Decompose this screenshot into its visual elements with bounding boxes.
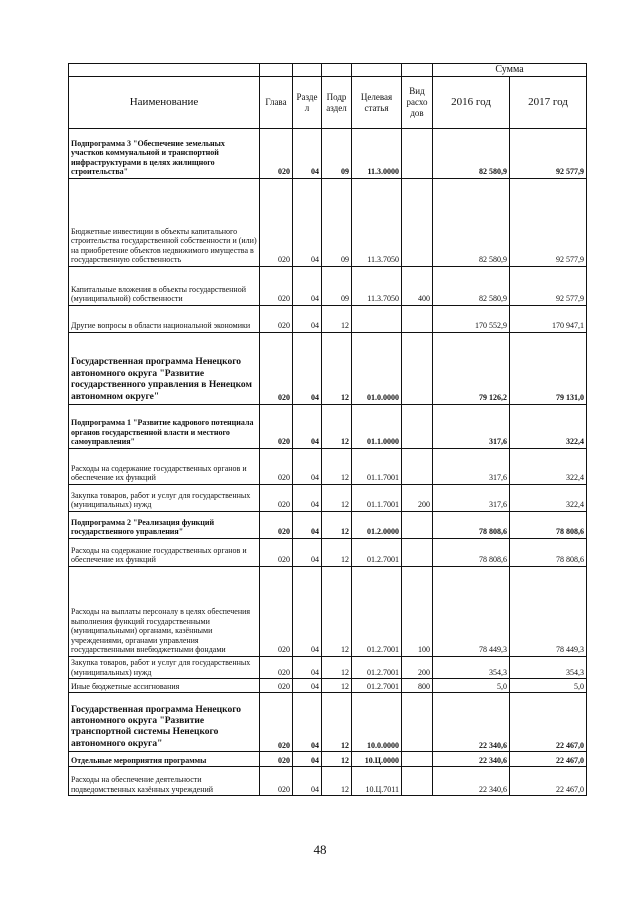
- cell-glava: 020: [260, 449, 293, 485]
- table-row: [69, 485, 587, 512]
- cell-name: Капитальные вложения в объекты государственной (муниципальной) собственности: [69, 267, 260, 306]
- cell-podrazdel: 12: [322, 539, 352, 567]
- table-row: [69, 179, 587, 267]
- cell-y2017: 78 808,6: [510, 512, 587, 539]
- cell-vid: [402, 512, 433, 539]
- table-row: [69, 567, 587, 657]
- cell-name: Подпрограмма 2 "Реализация функций государственного управления": [69, 512, 260, 539]
- table-row: [69, 306, 587, 333]
- cell-razdel: 04: [293, 693, 322, 752]
- cell-y2016: 5,0: [433, 679, 510, 693]
- cell-statya: 01.2.7001: [352, 657, 402, 679]
- header-row: [69, 77, 587, 129]
- summa-header: Сумма: [433, 64, 587, 77]
- cell-podrazdel: 12: [322, 306, 352, 333]
- cell-y2016: 78 449,3: [433, 567, 510, 657]
- cell-razdel: 04: [293, 767, 322, 796]
- header-row-top: [69, 64, 587, 77]
- cell-razdel: 04: [293, 752, 322, 767]
- table-body: [69, 129, 587, 796]
- cell-vid: 100: [402, 567, 433, 657]
- cell-razdel: 04: [293, 567, 322, 657]
- cell-y2017: 22 467,0: [510, 752, 587, 767]
- cell-y2017: 22 467,0: [510, 767, 587, 796]
- cell-statya: 01.2.7001: [352, 567, 402, 657]
- cell-name: Иные бюджетные ассигнования: [69, 679, 260, 693]
- cell-glava: 020: [260, 129, 293, 179]
- cell-vid: [402, 767, 433, 796]
- cell-name: Расходы на обеспечение деятельности подведомственных казённых учреждений: [69, 767, 260, 796]
- cell-statya: 01.2.7001: [352, 539, 402, 567]
- cell-y2016: 78 808,6: [433, 512, 510, 539]
- cell-podrazdel: 12: [322, 679, 352, 693]
- cell-y2017: 92 577,9: [510, 179, 587, 267]
- cell-y2016: 79 126,2: [433, 333, 510, 405]
- cell-name: Закупка товаров, работ и услуг для государственных (муниципальных) нужд: [69, 657, 260, 679]
- col-podrazdel-header: Подр аздел: [322, 77, 352, 129]
- cell-vid: 200: [402, 657, 433, 679]
- cell-statya: 11.3.7050: [352, 179, 402, 267]
- cell-statya: 10.Ц.7011: [352, 767, 402, 796]
- cell-name: Государственная программа Ненецкого автономного округа "Развитие государственного управления в Ненецком автономном округе": [69, 333, 260, 405]
- cell-statya: 01.2.7001: [352, 679, 402, 693]
- col-glava-header: Глава: [260, 77, 293, 129]
- cell-y2016: 317,6: [433, 449, 510, 485]
- cell-glava: 020: [260, 179, 293, 267]
- cell-vid: [402, 333, 433, 405]
- cell-razdel: 04: [293, 485, 322, 512]
- cell-name: Бюджетные инвестиции в объекты капитального строительства государственной собственности и (или) на приобретение объектов недвижимого имущества в государственную собственность: [69, 179, 260, 267]
- table-row: [69, 752, 587, 767]
- cell-y2016: 317,6: [433, 405, 510, 449]
- cell-podrazdel: 12: [322, 567, 352, 657]
- table-row: [69, 333, 587, 405]
- cell-razdel: 04: [293, 267, 322, 306]
- cell-glava: 020: [260, 306, 293, 333]
- table-row: [69, 512, 587, 539]
- cell-glava: 020: [260, 657, 293, 679]
- cell-name: Государственная программа Ненецкого автономного округа "Развитие транспортной системы Ненецкого автономного округа": [69, 693, 260, 752]
- cell-y2017: 22 467,0: [510, 693, 587, 752]
- cell-glava: 020: [260, 512, 293, 539]
- cell-statya: 10.0.0000: [352, 693, 402, 752]
- cell-y2016: 82 580,9: [433, 267, 510, 306]
- cell-y2016: 317,6: [433, 485, 510, 512]
- cell-statya: 11.3.7050: [352, 267, 402, 306]
- cell-name: Расходы на содержание государственных органов и обеспечение их функций: [69, 449, 260, 485]
- cell-y2017: 92 577,9: [510, 129, 587, 179]
- cell-vid: [402, 306, 433, 333]
- cell-y2016: 78 808,6: [433, 539, 510, 567]
- cell-statya: [352, 306, 402, 333]
- cell-y2016: 22 340,6: [433, 767, 510, 796]
- cell-y2017: 322,4: [510, 485, 587, 512]
- cell-vid: [402, 752, 433, 767]
- cell-y2017: 322,4: [510, 405, 587, 449]
- cell-statya: 01.1.0000: [352, 405, 402, 449]
- cell-podrazdel: 09: [322, 129, 352, 179]
- cell-glava: 020: [260, 539, 293, 567]
- cell-name: Другие вопросы в области национальной экономики: [69, 306, 260, 333]
- table-row: [69, 693, 587, 752]
- cell-razdel: 04: [293, 306, 322, 333]
- cell-statya: 01.1.7001: [352, 449, 402, 485]
- cell-y2017: 170 947,1: [510, 306, 587, 333]
- cell-glava: 020: [260, 567, 293, 657]
- table-row: [69, 129, 587, 179]
- cell-razdel: 04: [293, 179, 322, 267]
- cell-podrazdel: 12: [322, 752, 352, 767]
- cell-podrazdel: 12: [322, 767, 352, 796]
- cell-statya: 01.1.7001: [352, 485, 402, 512]
- cell-y2017: 78 449,3: [510, 567, 587, 657]
- cell-y2016: 354,3: [433, 657, 510, 679]
- cell-podrazdel: 12: [322, 449, 352, 485]
- cell-vid: 400: [402, 267, 433, 306]
- cell-podrazdel: 12: [322, 333, 352, 405]
- cell-podrazdel: 12: [322, 485, 352, 512]
- cell-razdel: 04: [293, 512, 322, 539]
- cell-glava: 020: [260, 333, 293, 405]
- cell-y2017: 78 808,6: [510, 539, 587, 567]
- cell-glava: 020: [260, 752, 293, 767]
- budget-table: [68, 63, 587, 796]
- cell-statya: 01.2.0000: [352, 512, 402, 539]
- cell-y2017: 322,4: [510, 449, 587, 485]
- cell-glava: 020: [260, 485, 293, 512]
- table-row: [69, 767, 587, 796]
- col-statya-header: Целевая статья: [352, 77, 402, 129]
- cell-glava: 020: [260, 693, 293, 752]
- cell-podrazdel: 09: [322, 267, 352, 306]
- col-2016-header: 2016 год: [433, 77, 510, 129]
- cell-y2017: 5,0: [510, 679, 587, 693]
- cell-glava: 020: [260, 767, 293, 796]
- col-vid-header: Вид расхо дов: [402, 77, 433, 129]
- cell-glava: 020: [260, 267, 293, 306]
- cell-razdel: 04: [293, 449, 322, 485]
- cell-vid: [402, 405, 433, 449]
- table-row: [69, 405, 587, 449]
- col-razdel-header: Разде л: [293, 77, 322, 129]
- cell-name: Закупка товаров, работ и услуг для государственных (муниципальных) нужд: [69, 485, 260, 512]
- cell-name: Подпрограмма 1 "Развитие кадрового потенциала органов государственной власти и местного самоуправления": [69, 405, 260, 449]
- cell-y2017: 79 131,0: [510, 333, 587, 405]
- cell-vid: [402, 539, 433, 567]
- col-2017-header: 2017 год: [510, 77, 587, 129]
- cell-glava: 020: [260, 405, 293, 449]
- table-row: [69, 539, 587, 567]
- cell-name: Подпрограмма 3 "Обеспечение земельных участков коммунальной и транспортной инфраструктурами в целях жилищного строительства": [69, 129, 260, 179]
- cell-name: Расходы на содержание государственных органов и обеспечение их функций: [69, 539, 260, 567]
- cell-podrazdel: 09: [322, 179, 352, 267]
- cell-vid: [402, 179, 433, 267]
- table-row: [69, 267, 587, 306]
- cell-vid: [402, 129, 433, 179]
- cell-razdel: 04: [293, 657, 322, 679]
- table-row: [69, 657, 587, 679]
- table-row: [69, 679, 587, 693]
- col-name-header: Наименование: [69, 77, 260, 129]
- cell-podrazdel: 12: [322, 657, 352, 679]
- cell-razdel: 04: [293, 129, 322, 179]
- cell-name: Отдельные мероприятия программы: [69, 752, 260, 767]
- cell-razdel: 04: [293, 333, 322, 405]
- cell-razdel: 04: [293, 405, 322, 449]
- cell-statya: 01.0.0000: [352, 333, 402, 405]
- page-number: 48: [313, 842, 327, 857]
- cell-y2016: 22 340,6: [433, 693, 510, 752]
- cell-glava: 020: [260, 679, 293, 693]
- cell-razdel: 04: [293, 539, 322, 567]
- cell-y2016: 82 580,9: [433, 129, 510, 179]
- cell-podrazdel: 12: [322, 512, 352, 539]
- cell-y2017: 92 577,9: [510, 267, 587, 306]
- cell-vid: [402, 449, 433, 485]
- cell-vid: [402, 693, 433, 752]
- cell-y2016: 170 552,9: [433, 306, 510, 333]
- cell-podrazdel: 12: [322, 693, 352, 752]
- cell-statya: 11.3.0000: [352, 129, 402, 179]
- cell-podrazdel: 12: [322, 405, 352, 449]
- cell-name: Расходы на выплаты персоналу в целях обеспечения выполнения функций государственными (муниципальными) органами, казёнными учреждениями, органами управления государственными внебюджетными фондами: [69, 567, 260, 657]
- cell-y2016: 82 580,9: [433, 179, 510, 267]
- cell-y2016: 22 340,6: [433, 752, 510, 767]
- cell-statya: 10.Ц.0000: [352, 752, 402, 767]
- cell-razdel: 04: [293, 679, 322, 693]
- table-row: [69, 449, 587, 485]
- cell-vid: 800: [402, 679, 433, 693]
- cell-vid: 200: [402, 485, 433, 512]
- cell-y2017: 354,3: [510, 657, 587, 679]
